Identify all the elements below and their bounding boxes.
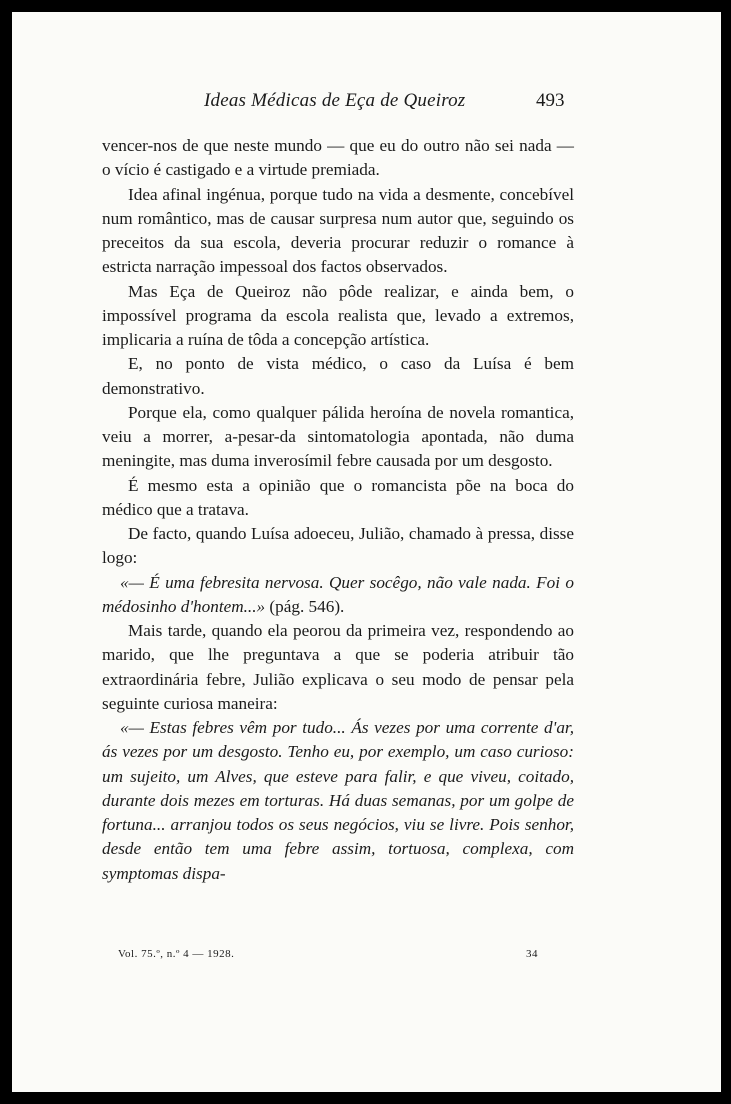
paragraph: Mais tarde, quando ela peorou da primeira vez, respondendo ao marido, que lhe preguntava a que se poderia atribuir tão extraordinária febre, Julião explicava o seu modo de pensar pela seguinte curiosa maneira: bbox=[102, 621, 574, 713]
paragraph: E, no ponto de vista médico, o caso da Luísa é bem demonstrativo. bbox=[102, 354, 574, 398]
paragraph: Mas Eça de Queiroz não pôde realizar, e ainda bem, o impossível programa da escola realista que, levado a extremos, implicaria a ruína de tôda a concepção artística. bbox=[102, 281, 574, 349]
body-text bbox=[102, 134, 574, 886]
paragraph: De facto, quando Luísa adoeceu, Julião, chamado à pressa, disse logo: bbox=[102, 524, 574, 568]
running-title: Ideas Médicas de Eça de Queiroz bbox=[204, 90, 466, 111]
signature-mark: 34 bbox=[526, 948, 538, 960]
paragraph: vencer-nos de que neste mundo — que eu do outro não sei nada — o vício é castigado e a virtude premiada. bbox=[102, 136, 574, 180]
paragraph: É mesmo esta a opinião que o romancista põe na boca do médico que a tratava. bbox=[102, 475, 574, 519]
quotation-text: «— É uma febresita nervosa. Quer socêgo, não vale nada. Foi o médosinho d'hontem...» bbox=[102, 572, 574, 616]
volume-line: Vol. 75.º, n.º 4 — 1928. bbox=[118, 948, 235, 960]
page-header bbox=[12, 90, 721, 120]
book-page bbox=[12, 12, 721, 1092]
quotation bbox=[102, 571, 574, 620]
paragraph: Porque ela, como qualquer pálida heroína de novela romantica, veiu a morrer, a-pesar-da sintomatologia apontada, não duma meningite, mas duma inverosímil febre causada por um desgosto. bbox=[102, 402, 574, 471]
quotation: «— Estas febres vêm por tudo... Ás vezes por uma corrente d'ar, ás vezes por um desgosto. Tenho eu, por exemplo, um caso curioso: um sujeito, um Alves, que esteve para falir, e que viveu, coitado, durante dois mezes em torturas. Há duas semanas, por um golpe de fortuna... arranjou todos os seus negócios, viu se livre. Pois senhor, desde então tem uma febre assim, tortuosa, complexa, com symptomas dispa- bbox=[102, 718, 574, 883]
paragraph: Idea afinal ingénua, porque tudo na vida a desmente, concebível num romântico, mas de causar surpresa num autor que, seguindo os preceitos da sua escola, deveria procurar reduzir o romance à estricta narração impessoal dos factos observados. bbox=[102, 184, 574, 277]
citation: (pág. 546). bbox=[265, 596, 345, 616]
page-number: 493 bbox=[536, 90, 565, 111]
